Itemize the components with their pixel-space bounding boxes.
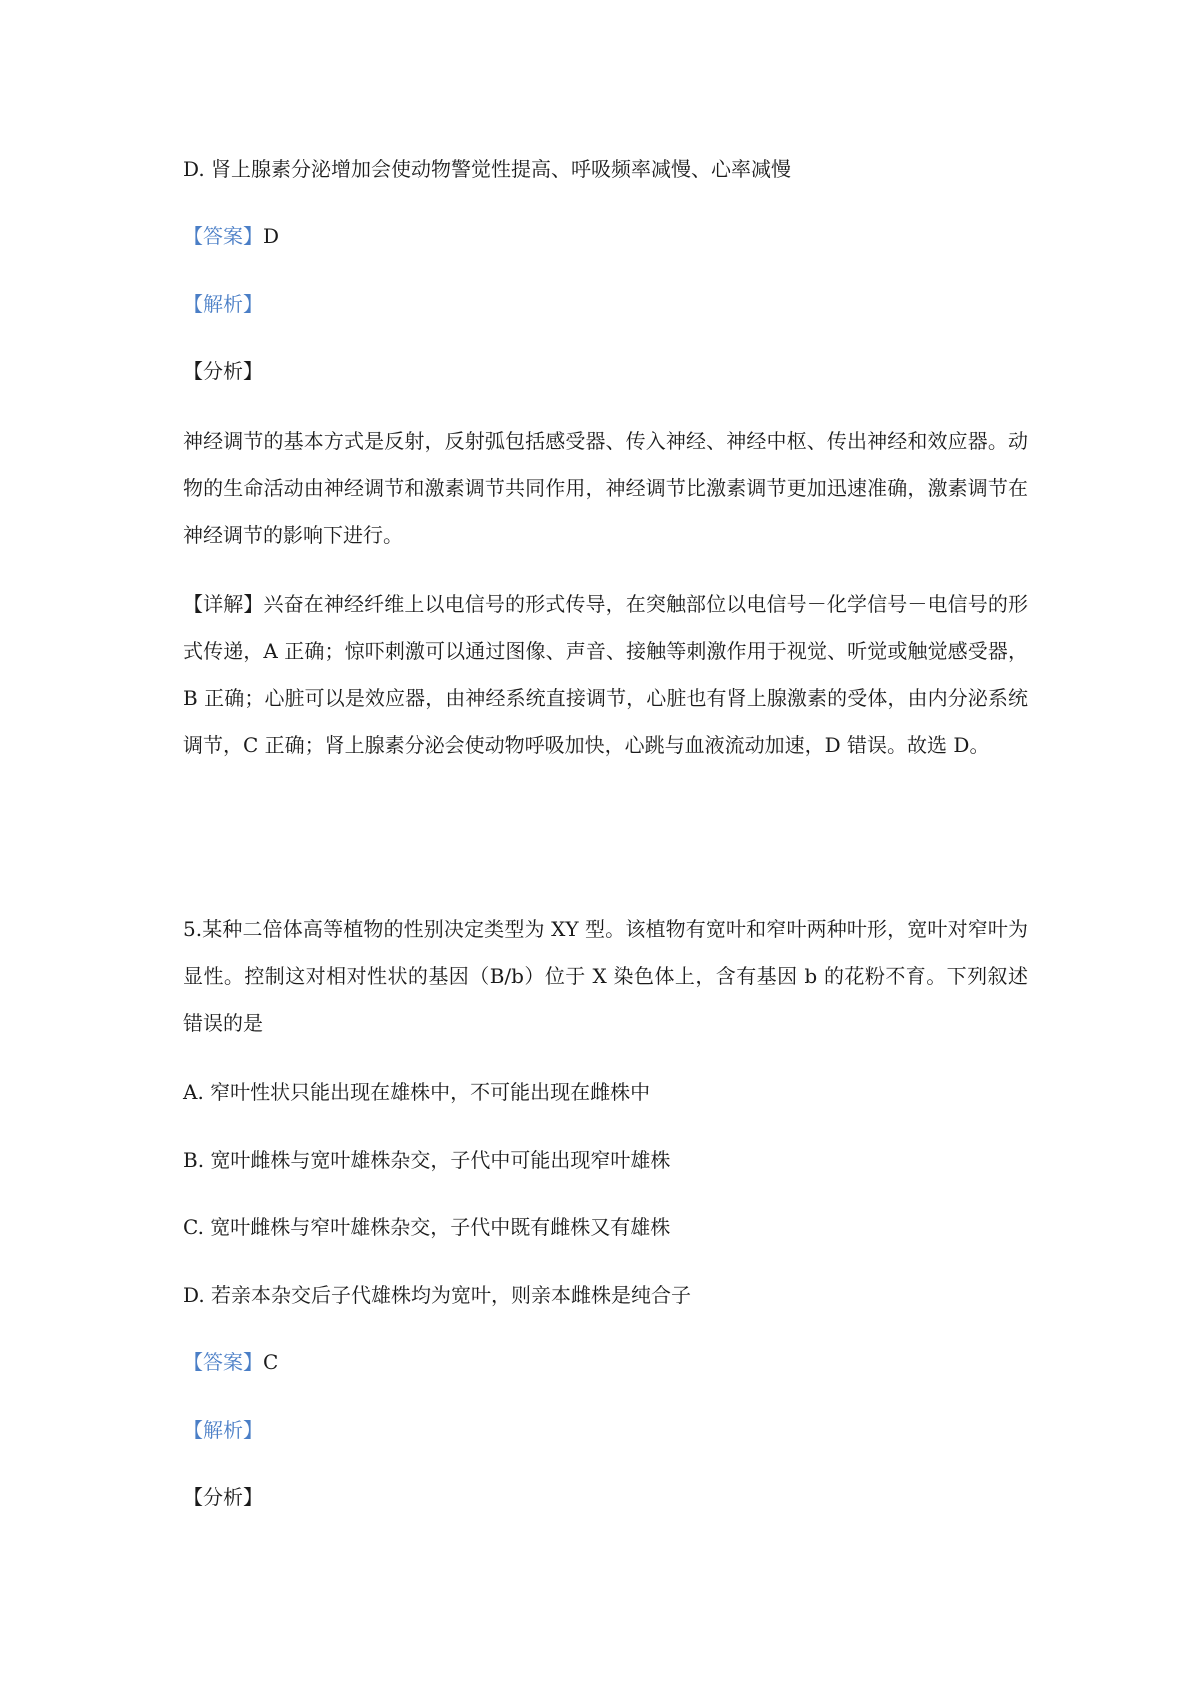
prev-analysis-paragraph: 神经调节的基本方式是反射，反射弧包括感受器、传入神经、神经中枢、传出神经和效应器。动物的生命活动由神经调节和激素调节共同作用，神经调节比激素调节更加迅速准确，激素调节在神经调节的影响下进行。 bbox=[183, 429, 1028, 547]
question5-answer-tag: 【答案】 bbox=[183, 1350, 263, 1374]
question5-option-a: A. 窄叶性状只能出现在雄株中，不可能出现在雌株中 bbox=[183, 1080, 651, 1104]
prev-answer-value: D bbox=[263, 224, 280, 248]
question5-answer-value: C bbox=[263, 1350, 279, 1374]
prev-fenxi-tag: 【分析】 bbox=[183, 359, 263, 383]
question5-answer bbox=[183, 1349, 1028, 1376]
question5-fenxi-tag: 【分析】 bbox=[183, 1485, 263, 1509]
question5-option-b: B. 宽叶雌株与宽叶雄株杂交，子代中可能出现窄叶雄株 bbox=[183, 1148, 671, 1172]
prev-detail-paragraph bbox=[183, 581, 1028, 769]
question5-option-d: D. 若亲本杂交后子代雄株均为宽叶，则亲本雌株是纯合子 bbox=[183, 1283, 692, 1307]
prev-detail-text: 兴奋在神经纤维上以电信号的形式传导，在突触部位以电信号－化学信号－电信号的形式传递，A 正确；惊吓刺激可以通过图像、声音、接触等刺激作用于视觉、听觉或触觉感受器，B 正确；心脏可以是效应器，由神经系统直接调节，心脏也有肾上腺激素的受体，由内分泌系统调节，C 正确；肾上腺素分泌会使动物呼吸加快，心跳与血液流动加速，D 错误。故选 D。 bbox=[183, 592, 1029, 757]
prev-jiexi-tag: 【解析】 bbox=[183, 292, 263, 316]
question5-jiexi-tag: 【解析】 bbox=[183, 1418, 263, 1442]
prev-answer bbox=[183, 223, 1028, 250]
question5-stem: 5.某种二倍体高等植物的性别决定类型为 XY 型。该植物有宽叶和窄叶两种叶形，宽叶对窄叶为显性。控制这对相对性状的基因（B/b）位于 X 染色体上，含有基因 b 的花粉不育。下列叙述错误的是 bbox=[183, 917, 1028, 1035]
prev-answer-tag: 【答案】 bbox=[183, 224, 263, 248]
question5-option-c: C. 宽叶雌株与窄叶雄株杂交，子代中既有雌株又有雄株 bbox=[183, 1215, 671, 1239]
prev-option-d: D. 肾上腺素分泌增加会使动物警觉性提高、呼吸频率减慢、心率减慢 bbox=[183, 157, 792, 181]
prev-detail-tag: 【详解】 bbox=[183, 592, 264, 616]
